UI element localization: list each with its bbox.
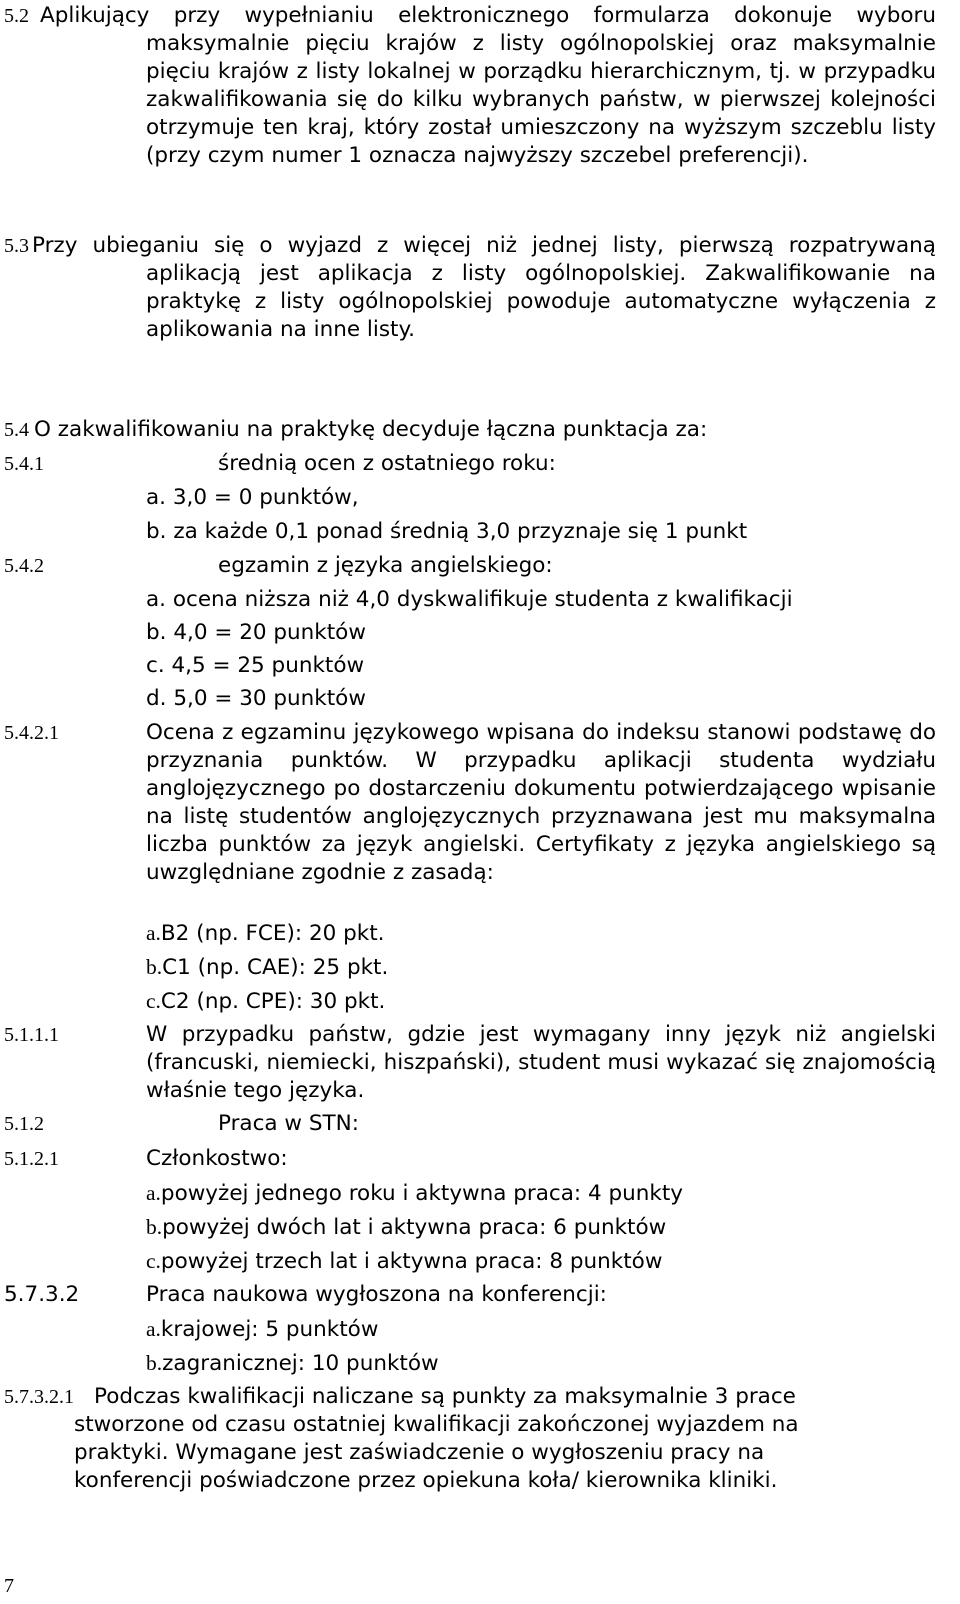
- section-number: 5.4.1: [4, 453, 44, 475]
- section-number: 5.3: [4, 235, 29, 257]
- list-text: C1 (np. CAE): 25 pkt.: [162, 955, 389, 980]
- list-item: [146, 1247, 662, 1276]
- section-text: Przy ubieganiu się o wyjazd z więcej niż jednej listy, pierwszą rozpatrywaną aplikacją jest aplikacja z listy ogólnopolskiej. Zakwalifikowanie na praktykę z listy ogólnopolskiej powoduje automatyczne wyłączenia z aplikowania na inne listy.: [32, 233, 936, 342]
- list-text: krajowej: 5 punktów: [160, 1317, 379, 1342]
- list-letter: c.: [146, 989, 161, 1013]
- page-number: 7: [4, 1575, 14, 1597]
- list-item: d. 5,0 = 30 punktów: [146, 686, 366, 711]
- section-number: 5.4.2.1: [4, 722, 59, 744]
- list-text: powyżej jednego roku i aktywna praca: 4 punkty: [160, 1181, 684, 1206]
- section-5-4-2-1-text: Ocena z egzaminu językowego wpisana do indeksu stanowi podstawę do przyznania punktów. W przypadku aplikacji studenta wydziału anglojęzycznego po dostarczeniu dokumentu potwierdzającego wpisanie na listę studentów anglojęzycznych przyznawana jest mu maksymalna liczba punktów za język angielski. Certyfikaty z języka angielskiego są uwzględniane zgodnie z zasadą:: [146, 720, 936, 885]
- section-number: 5.2: [4, 5, 29, 27]
- list-text: powyżej dwóch lat i aktywna praca: 6 punktów: [162, 1215, 667, 1240]
- list-text: C2 (np. CPE): 30 pkt.: [160, 989, 386, 1014]
- section-number: 5.1.2: [4, 1113, 44, 1135]
- list-item: [146, 1315, 378, 1344]
- section-number: 5.4.2: [4, 555, 44, 577]
- list-text: powyżej trzech lat i aktywna praca: 8 punktów: [160, 1249, 663, 1274]
- list-item: [146, 919, 385, 948]
- section-text: Podczas kwalifikacji naliczane są punkty za maksymalnie 3 prace stworzone od czasu ostatniej kwalifikacji zakończonej wyjazdem na praktyki. Wymagane jest zaświadczenie o wygłoszeniu pracy na konferencji poświadczone przez opiekuna koła/ kierownika kliniki.: [74, 1384, 799, 1493]
- list-item: b. 4,0 = 20 punktów: [146, 620, 366, 645]
- section-number: 5.7.3.2.1: [4, 1386, 74, 1408]
- list-letter: b.: [146, 1215, 163, 1239]
- list-item: b. za każde 0,1 ponad średnią 3,0 przyznaje się 1 punkt: [146, 519, 748, 544]
- section-5-2-text: [40, 2, 936, 170]
- section-number: 5.7.3.2: [4, 1282, 80, 1307]
- list-item: [146, 987, 385, 1016]
- section-5-7-3-2-text: Praca naukowa wygłoszona na konferencji:: [146, 1282, 607, 1307]
- list-text: zagranicznej: 10 punktów: [162, 1351, 439, 1376]
- section-5-1-2-1-text: Członkostwo:: [146, 1146, 288, 1171]
- section-number: 5.1.2.1: [4, 1148, 59, 1170]
- list-letter: b.: [146, 955, 163, 979]
- list-item: [146, 953, 388, 982]
- list-item: a. 3,0 = 0 punktów,: [146, 485, 359, 510]
- section-5-3-text: [32, 232, 936, 344]
- list-letter: a.: [146, 921, 161, 945]
- section-5-4-2-text: egzamin z języka angielskiego:: [218, 553, 553, 578]
- section-5-4-text: O zakwalifikowaniu na praktykę decyduje łączna punktacja za:: [34, 417, 708, 442]
- list-letter: a.: [146, 1317, 161, 1341]
- list-item: [146, 1349, 439, 1378]
- section-5-1-2-text: Praca w STN:: [218, 1111, 359, 1136]
- section-5-7-3-2-1-text: [74, 1383, 864, 1495]
- list-item: [146, 1179, 683, 1208]
- list-item: c. 4,5 = 25 punktów: [146, 653, 365, 678]
- list-text: B2 (np. FCE): 20 pkt.: [160, 921, 385, 946]
- list-letter: b.: [146, 1351, 163, 1375]
- section-text: Aplikujący przy wypełnianiu elektronicznego formularza dokonuje wyboru maksymalnie pięciu krajów z listy ogólnopolskiej oraz maksymalnie pięciu krajów z listy lokalnej w porządku hierarchicznym, tj. w przypadku zakwalifikowania się do kilku wybranych państw, w pierwszej kolejności otrzymuje ten kraj, który został umieszczony na wyższym szczeblu listy (przy czym numer 1 oznacza najwyższy szczebel preferencji).: [40, 3, 936, 168]
- section-number: 5.4: [4, 419, 29, 441]
- section-number: 5.1.1.1: [4, 1024, 59, 1046]
- list-letter: c.: [146, 1249, 161, 1273]
- list-letter: a.: [146, 1181, 161, 1205]
- section-5-1-1-1-text: W przypadku państw, gdzie jest wymagany inny język niż angielski (francuski, niemiecki, hiszpański), student musi wykazać się znajomością właśnie tego języka.: [146, 1022, 936, 1103]
- section-5-4-1-text: średnią ocen z ostatniego roku:: [218, 451, 556, 476]
- list-item: a. ocena niższa niż 4,0 dyskwalifikuje studenta z kwalifikacji: [146, 587, 793, 612]
- list-item: [146, 1213, 666, 1242]
